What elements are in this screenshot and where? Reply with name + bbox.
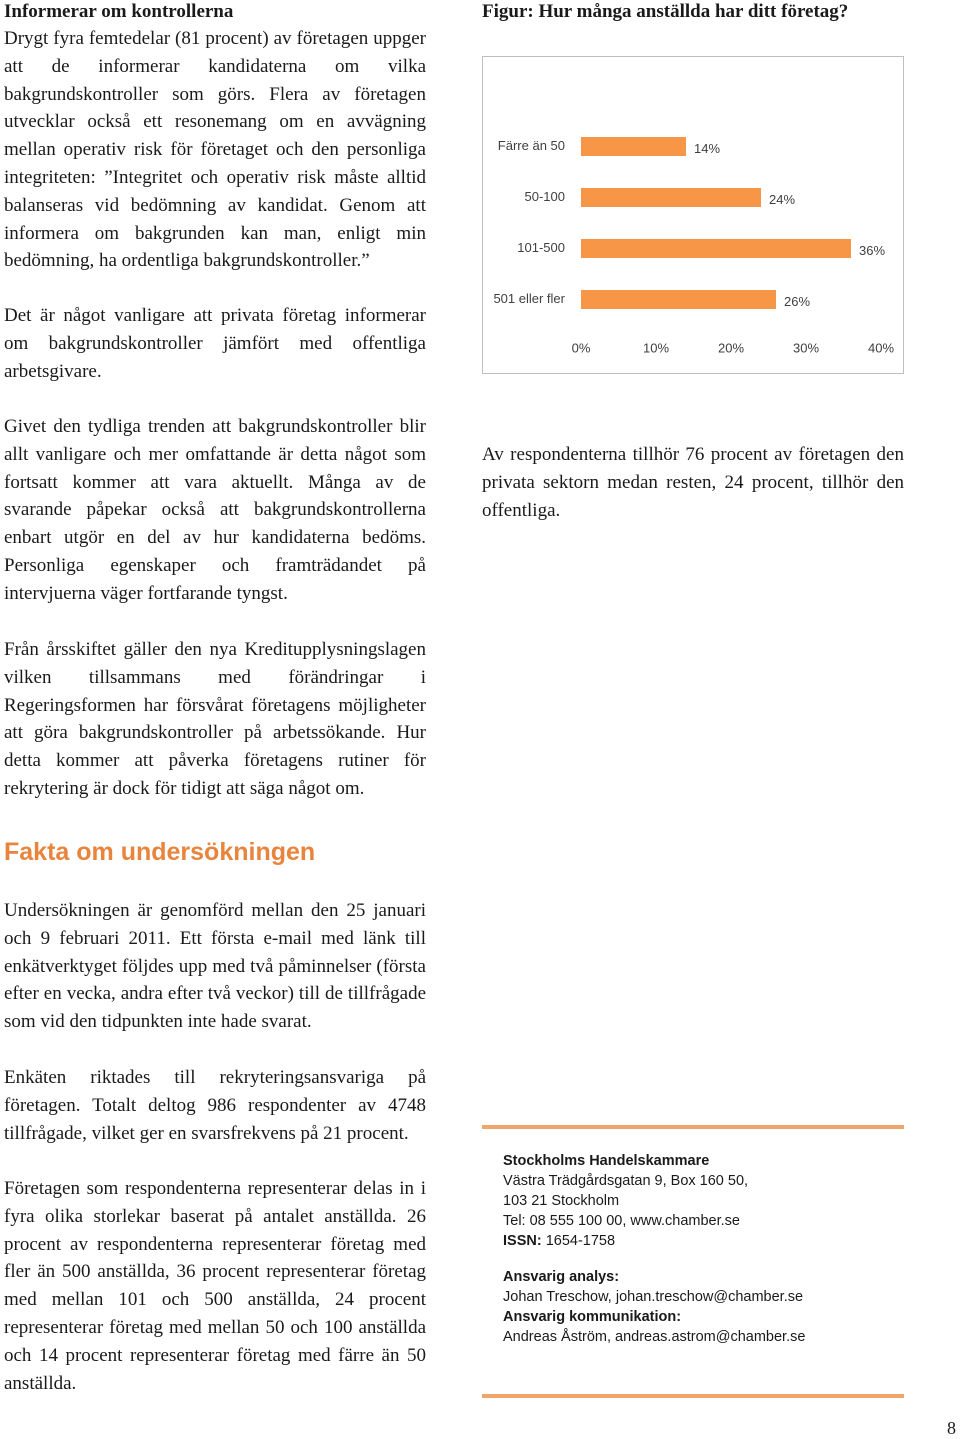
x-tick-label: 10% bbox=[642, 340, 670, 356]
paragraph-storlekar: Företagen som respondenterna representerar delas in i fyra olika storlekar baserat på antalet anställda. 26 procent av respondenterna representerar företag med fler än 500 anställda, 36 procent representerar företag med mellan 101 och 500 anställda, 24 procent representerar företag med mellan 50 och 100 anställda och 14 procent representerar företag med färre än 50 anställda. bbox=[4, 1178, 426, 1394]
data-label: 36% bbox=[859, 243, 886, 258]
paragraph-informerar: Drygt fyra femtedelar (81 procent) av företagen uppger att de informerar kandidaterna om vilka bakgrundskontroller som görs. Flera av företagen utvecklar också ett resonemang om en avvägning mellan operativ risk för företaget och den personliga integriteten: ”Integritet och operativ risk måste alltid balanseras vid bedömning av kandidat. Genom att informera om bakgrunden kan man, enligt min bedömning, ha ordentliga bakgrundskontroller.” bbox=[4, 28, 426, 272]
category-label: Färre än 50 bbox=[497, 138, 565, 153]
x-tick-label: 20% bbox=[717, 340, 745, 356]
page-number: 8 bbox=[947, 1418, 956, 1438]
paragraph-enkaten: Enkäten riktades till rekryteringsansvariga på företagen. Totalt deltog 986 respondenter av 4748 tillfrågade, vilket ger en svarsfrekvens på 21 procent. bbox=[4, 1067, 426, 1144]
category-label: 101-500 bbox=[517, 240, 565, 255]
data-label: 26% bbox=[784, 294, 811, 309]
communication-contact: Andreas Åström, andreas.astrom@chamber.se bbox=[503, 1329, 806, 1345]
address-line-1: Västra Trädgårdsgatan 9, Box 160 50, bbox=[503, 1173, 749, 1189]
paragraph-undersokning: Undersökningen är genomförd mellan den 25 januari och 9 februari 2011. Ett första e-mail med länk till enkätverktyget följdes upp med två påminnelser (första efter en vecka, andra efter två veckor) till de tillfrågade som vid den tidpunkten inte hade svarat. bbox=[4, 900, 426, 1033]
communication-label: Ansvarig kommunikation: bbox=[503, 1309, 682, 1325]
fakta-heading: Fakta om undersökningen bbox=[4, 838, 316, 866]
category-label: 501 eller fler bbox=[493, 291, 565, 306]
analysis-contact: Johan Treschow, johan.treschow@chamber.se bbox=[503, 1289, 804, 1305]
contact-line: Tel: 08 555 100 00, www.chamber.se bbox=[503, 1213, 740, 1229]
bar-3 bbox=[581, 239, 851, 258]
org-name: Stockholms Handelskammare bbox=[503, 1153, 710, 1169]
analysis-label: Ansvarig analys: bbox=[503, 1269, 620, 1285]
paragraph-sektor: Av respondenterna tillhör 76 procent av företagen den privata sektorn medan resten, 24 procent, tillhör den offentliga. bbox=[482, 444, 904, 521]
issn-line: ISSN: 1654-1758 bbox=[503, 1233, 616, 1249]
bar-2 bbox=[581, 188, 761, 207]
x-tick-label: 30% bbox=[792, 340, 820, 356]
paragraph-trend: Givet den tydliga trenden att bakgrundskontroller blir allt vanligare och mer omfattande är detta något som fortsatt kommer att vara aktuellt. Många av de svarande påpekar också att bakgrundskontrollerna enbart utgör en del av hur kandidaterna bedöms. Personliga egenskaper och framträdandet på intervjuerna väger fortfarande tyngst. bbox=[4, 416, 426, 604]
category-label: 50-100 bbox=[524, 189, 565, 204]
address-line-2: 103 21 Stockholm bbox=[503, 1193, 620, 1209]
bar-4 bbox=[581, 290, 776, 309]
paragraph-kreditupplysning: Från årsskiftet gäller den nya Kreditupplysningslagen vilken tillsammans med förändringar i Regeringsformen har försvårat företagens möjligheter att göra bakgrundskontroller på arbetssökande. Hur detta kommer att påverka företagens rutiner för rekrytering är dock för tidigt att säga något om. bbox=[4, 639, 426, 799]
bar-chart bbox=[483, 57, 903, 373]
data-label: 24% bbox=[769, 192, 796, 207]
section-heading-informerar: Informerar om kontrollerna bbox=[4, 1, 234, 22]
bar-chart-frame bbox=[482, 56, 904, 374]
paragraph-privata: Det är något vanligare att privata företag informerar om bakgrundskontroller jämfört med offentliga arbetsgivare. bbox=[4, 305, 426, 382]
x-tick-label: 0% bbox=[571, 340, 591, 356]
bar-1 bbox=[581, 137, 686, 156]
contact-info-box bbox=[482, 1125, 904, 1398]
data-label: 14% bbox=[694, 141, 721, 156]
x-tick-label: 40% bbox=[867, 340, 895, 356]
figure-title: Figur: Hur många anställda har ditt företag? bbox=[482, 1, 849, 22]
